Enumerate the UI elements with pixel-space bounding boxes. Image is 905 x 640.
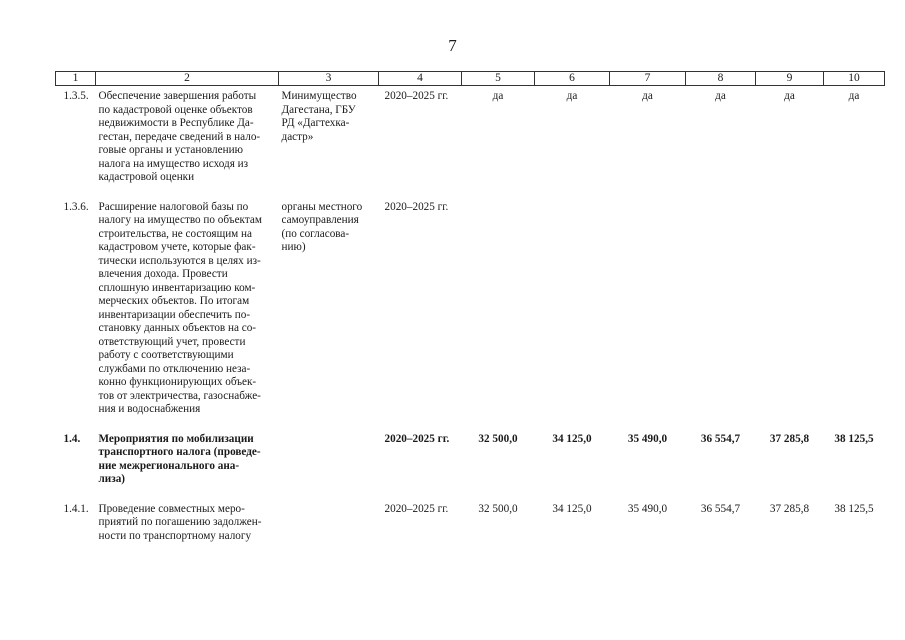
executor <box>279 429 379 499</box>
value-cell: 36 554,7 <box>700 432 741 445</box>
period: 2020–2025 гг. <box>384 432 450 445</box>
header-row <box>56 72 885 86</box>
measures-table <box>55 71 885 543</box>
page-number: 7 <box>448 36 457 55</box>
column-header: 4 <box>379 72 462 86</box>
value-cell: да <box>784 90 795 102</box>
value-cell: 35 490,0 <box>627 502 668 515</box>
value-cell: 38 125,5 <box>834 432 874 445</box>
table-row <box>56 499 885 544</box>
column-header: 6 <box>535 72 610 86</box>
item-number: 1.3.6. <box>63 200 89 213</box>
column-header: 5 <box>462 72 535 86</box>
value-cell: 37 285,8 <box>769 502 810 515</box>
column-header: 2 <box>96 72 279 86</box>
value-cell: 34 125,0 <box>552 432 592 445</box>
measure-description: Расширение налоговой базы по налогу на имущество по объектам строительства, не состоящим на кадастровом учете, которые фак- тически используются в целях из- влечения дохода. Провести сплошную инвентаризацию ком- мерческих объектов. По итогам инвентаризации обеспечить по- становку данных объектов на со- ответствующий учет, провести работу с соответствующими службами по отключению неза- конно функционирующих объек- тов от электричества, газоснабже- ния и водоснабжения <box>98 200 262 415</box>
value-cell <box>686 197 756 429</box>
item-number: 1.4.1. <box>63 502 89 515</box>
value-cell: да <box>642 90 653 102</box>
measure-description: Проведение совместных меро- приятий по погашению задолжен- ности по транспортному налогу <box>98 502 262 542</box>
item-number: 1.4. <box>63 432 81 445</box>
executor: органы местного самоуправления (по согласова- нию) <box>281 200 363 253</box>
value-cell <box>462 197 535 429</box>
value-cell: да <box>492 90 504 102</box>
value-cell: да <box>715 90 726 102</box>
column-header: 7 <box>610 72 686 86</box>
value-cell <box>610 197 686 429</box>
value-cell: 34 125,0 <box>552 502 592 515</box>
column-header: 9 <box>756 72 824 86</box>
value-cell: 37 285,8 <box>769 432 810 445</box>
value-cell <box>535 197 610 429</box>
value-cell <box>756 197 824 429</box>
table-row <box>56 197 885 429</box>
column-header: 10 <box>824 72 885 86</box>
value-cell: 32 500,0 <box>478 432 518 445</box>
value-cell: 32 500,0 <box>478 502 518 515</box>
executor <box>279 499 379 544</box>
value-cell: да <box>566 90 578 102</box>
period: 2020–2025 гг. <box>384 502 449 515</box>
value-cell: 38 125,5 <box>834 502 874 515</box>
column-header: 8 <box>686 72 756 86</box>
column-header: 3 <box>279 72 379 86</box>
executor: Минимущество Дагестана, ГБУ РД «Дагтехка- дастр» <box>281 90 357 143</box>
value-cell: да <box>848 90 860 102</box>
value-cell: 36 554,7 <box>700 502 741 515</box>
item-number: 1.3.5. <box>63 90 89 102</box>
measure-description: Обеспечение завершения работы по кадастровой оценке объектов недвижимости в Республике Да- гестан, передаче сведений в нало- говые органы и установлению налога на имущество исходя из кадастровой оценки <box>98 90 261 183</box>
table-row <box>56 86 885 197</box>
value-cell <box>824 197 885 429</box>
column-header: 1 <box>56 72 96 86</box>
measure-description: Мероприятия по мобилизации транспортного налога (проведе- ние межрегионального ана- лиза) <box>98 432 261 485</box>
period: 2020–2025 гг. <box>384 200 449 213</box>
value-cell: 35 490,0 <box>627 432 668 445</box>
table-row <box>56 429 885 499</box>
period: 2020–2025 гг. <box>384 90 449 102</box>
